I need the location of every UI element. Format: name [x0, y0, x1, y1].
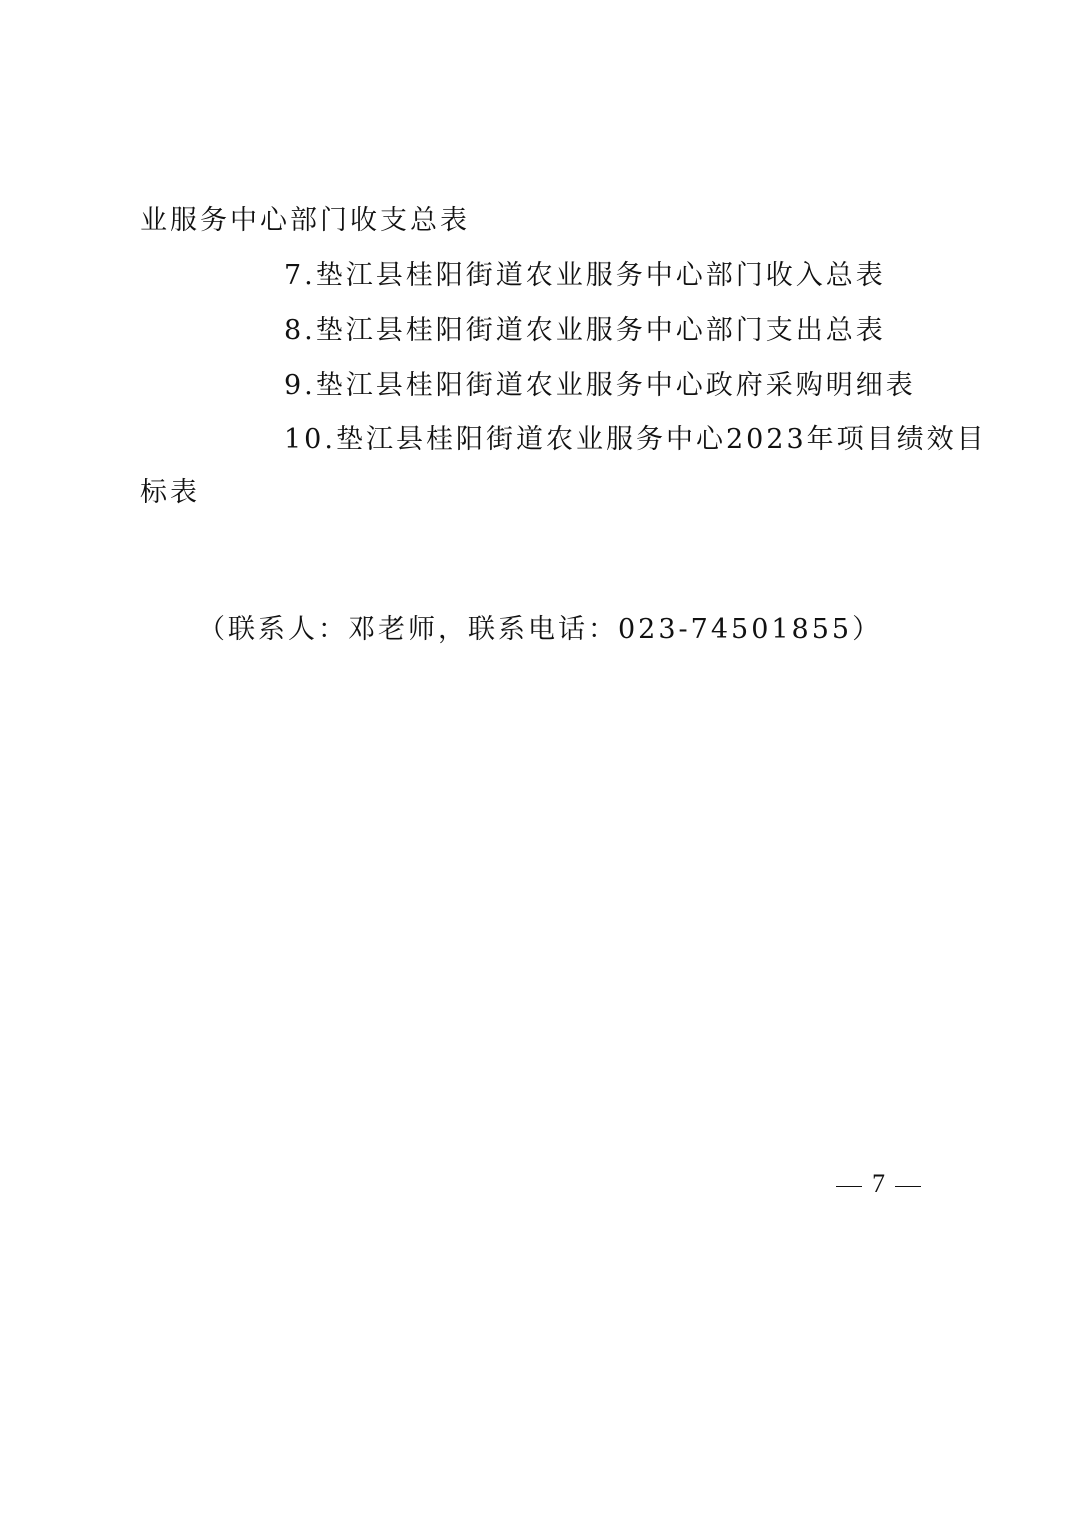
attachment-item-10: 10.垫江县桂阳街道农业服务中心2023年项目绩效目: [284, 424, 987, 455]
attachment-item-7: 7.垫江县桂阳街道农业服务中心部门收入总表: [284, 260, 886, 291]
attachment-line-continuation: 业服务中心部门收支总表: [140, 205, 470, 236]
attachment-item-9: 9.垫江县桂阳街道农业服务中心政府采购明细表: [284, 370, 916, 401]
page-number: [826, 1166, 931, 1202]
dash-right: [895, 1186, 921, 1187]
dash-left: [836, 1186, 862, 1187]
attachment-item-10-continuation: 标表: [140, 477, 200, 508]
attachment-item-8: 8.垫江县桂阳街道农业服务中心部门支出总表: [284, 315, 886, 346]
page-number-value: 7: [872, 1169, 885, 1198]
contact-info: （联系人：邓老师，联系电话：023-74501855）: [198, 614, 883, 645]
